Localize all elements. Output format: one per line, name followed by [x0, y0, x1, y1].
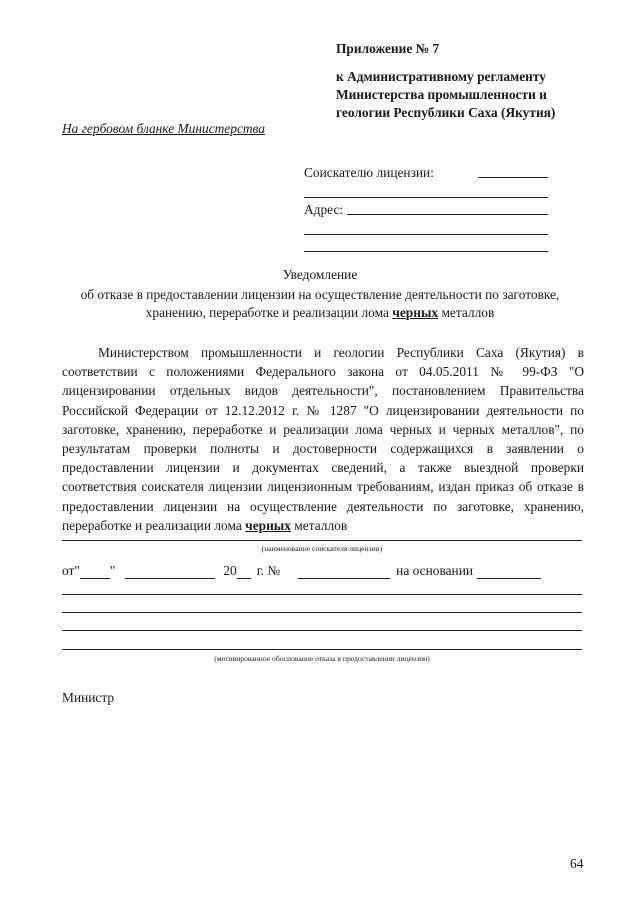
- bold-word: черных: [392, 305, 439, 320]
- address-line-3: [304, 235, 548, 252]
- notice-title: [40, 266, 600, 323]
- footnote-applicant-name: (наименование соискателя лицензии): [261, 544, 383, 553]
- appendix-line: к Административному регламенту: [336, 69, 546, 84]
- appendix-header: [336, 40, 606, 122]
- applicant-label: Соискателю лицензии:: [304, 165, 434, 180]
- date-month-blank: [125, 565, 215, 579]
- reason-line-2: [62, 612, 582, 613]
- notice-line-2: хранению, переработке и реализации лома черных металлов: [145, 305, 495, 320]
- date-row: [62, 563, 582, 579]
- order-number-blank: [298, 565, 390, 579]
- address-fill-line: [347, 214, 548, 215]
- appendix-line: Министерства промышленности и: [336, 87, 547, 102]
- basis-blank: [477, 565, 541, 579]
- date-from: от": [62, 563, 80, 578]
- applicant-fill-line: [478, 177, 548, 178]
- address-line-2: [304, 218, 548, 235]
- bold-word: черных: [245, 517, 291, 533]
- address-row: [304, 200, 548, 218]
- applicant-row: [304, 163, 548, 181]
- applicant-name-line: [62, 540, 582, 541]
- body-paragraph: Министерством промышленности и геологии Республики Саха (Якутия) в соответствии с положениями Федерального закона от 04.05.2011 № 99-ФЗ "О лицензировании отдельных видов деятельности", постановлением Правительства Российской Федерации от 12.12.2012 г. № 1287 "О лицензировании деятельности по заготовке, хранению, переработке и реализации лома черных и черных металлов", по результатам проверки полноты и достоверности содержащихся в заявлении о предоставлении лицензии и документах сведений, а также выездной проверки соответствия соискателя лицензии лицензионным требованиям, издан приказ об отказе в предоставлении лицензии на осуществление деятельности по заготовке, хранению, переработке и реализации лома черных металлов: [62, 345, 584, 533]
- basis-label: на основании: [396, 563, 474, 578]
- notice-line-1: об отказе в предоставлении лицензии на осуществление деятельности по заготовке,: [80, 286, 560, 302]
- appendix-line: геологии Республики Саха (Якутия): [336, 105, 556, 120]
- reason-line-4: [62, 649, 582, 650]
- reason-line-1: [62, 594, 582, 595]
- address-label: Адрес:: [304, 202, 344, 217]
- appendix-title: Приложение № 7: [336, 41, 440, 56]
- applicant-block: [304, 163, 548, 252]
- date-quote: ": [109, 563, 116, 578]
- page-number: 64: [570, 856, 584, 871]
- letterhead-note: На гербовом бланке Министерства: [62, 121, 265, 136]
- date-year-blank: [237, 565, 251, 579]
- reason-line-3: [62, 630, 582, 631]
- date-year: 20: [223, 563, 237, 578]
- signature-title: Министр: [62, 690, 115, 705]
- order-number-label: г. №: [256, 563, 281, 578]
- footnote-reason: (мотивированное обоснование отказа в предоставлении лицензии): [214, 654, 430, 663]
- date-day-blank: [80, 565, 110, 579]
- notice-heading: Уведомление: [282, 267, 358, 282]
- applicant-line-2: [304, 181, 548, 198]
